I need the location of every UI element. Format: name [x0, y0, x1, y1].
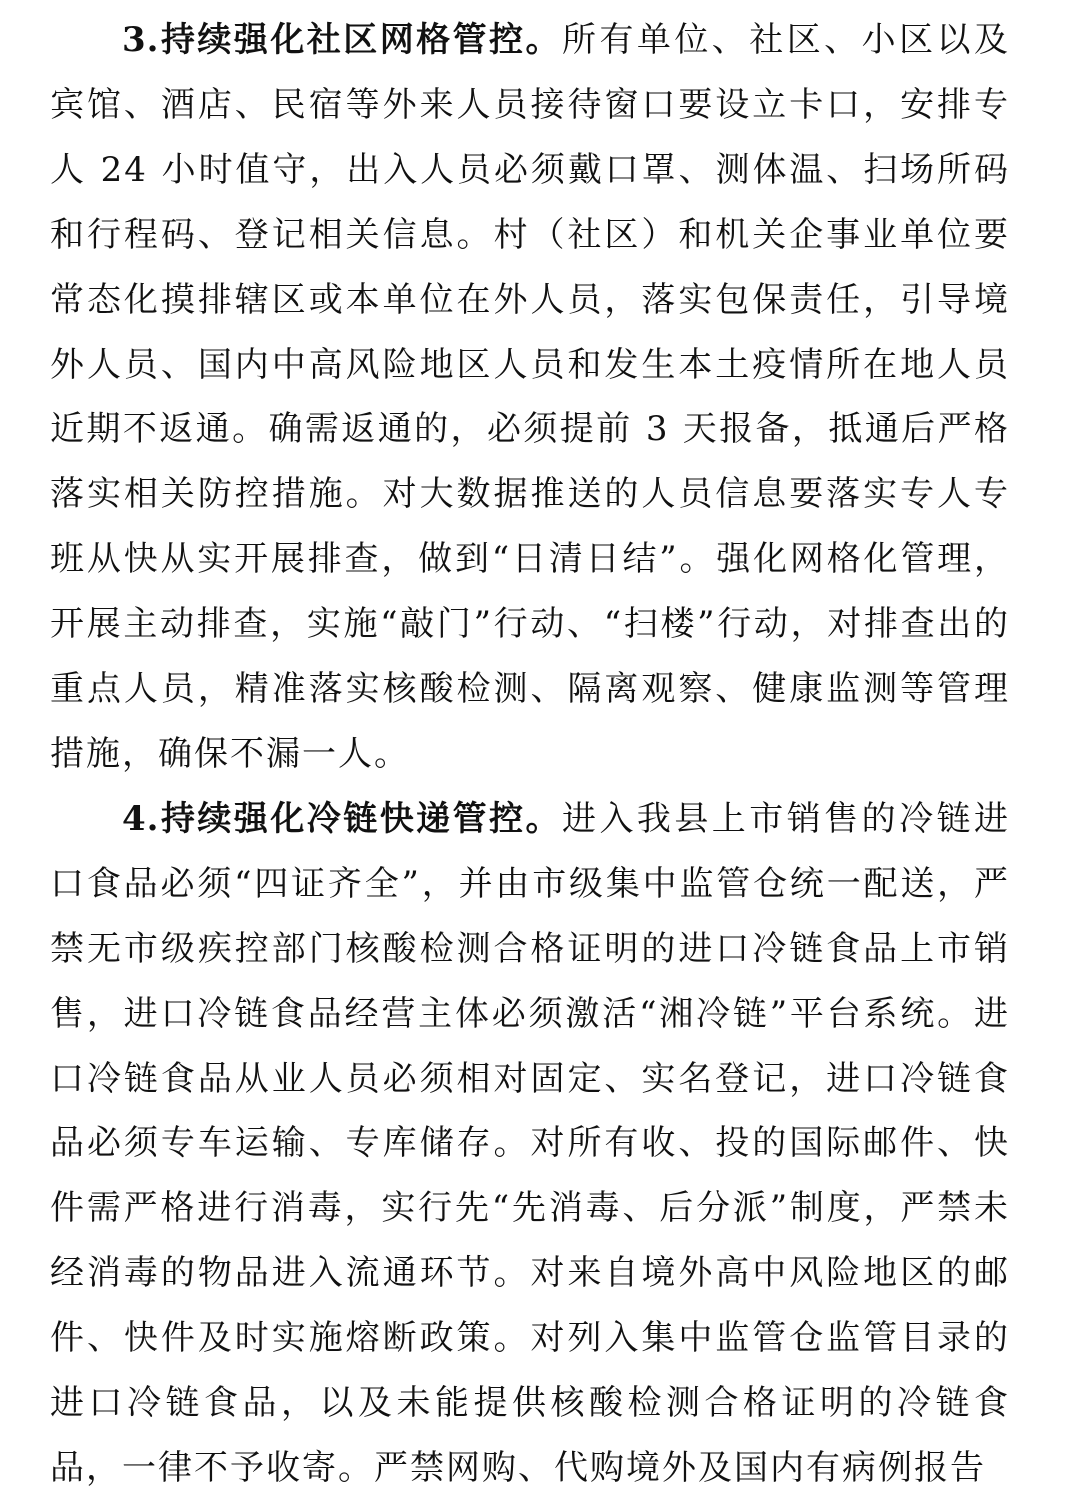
document-page: [50, 8, 1010, 1501]
paragraph-3-heading: 3.持续强化社区网格管控。: [122, 20, 562, 60]
paragraph-4-text: 进入我县上市销售的冷链进口食品必须“四证齐全”，并由市级集中监管仓统一配送，严禁无市级疾控部门核酸检测合格证明的进口冷链食品上市销售，进口冷链食品经营主体必须激活“湘冷链”平台系统。进口冷链食品从业人员必须相对固定、实名登记，进口冷链食品必须专车运输、专库储存。对所有收、投的国际邮件、快件需严格进行消毒，实行先“先消毒、后分派”制度，严禁未经消毒的物品进入流通环节。对来自境外高中风险地区的邮件、快件及时实施熔断政策。对列入集中监管仓监管目录的进口冷链食品，以及未能提供核酸检测合格证明的冷链食品，一律不予收寄。严禁网购、代购境外及国内有病例报告: [50, 798, 1011, 1488]
paragraph-4: [50, 787, 1010, 1501]
paragraph-3: [50, 8, 1010, 787]
paragraph-3-text: 所有单位、社区、小区以及宾馆、酒店、民宿等外来人员接待窗口要设立卡口，安排专人 24 小时值守，出入人员必须戴口罩、测体温、扫场所码和行程码、登记相关信息。村（社区）和机关企事业单位要常态化摸排辖区或本单位在外人员，落实包保责任，引导境外人员、国内中高风险地区人员和发生本土疫情所在地人员近期不返通。确需返通的，必须提前 3 天报备，抵通后严格落实相关防控措施。对大数据推送的人员信息要落实专人专班从快从实开展排查，做到“日清日结”。强化网格化管理，开展主动排查，实施“敲门”行动、“扫楼”行动，对排查出的重点人员，精准落实核酸检测、隔离观察、健康监测等管理措施，确保不漏一人。: [50, 20, 1011, 774]
paragraph-4-heading: 4.持续强化冷链快递管控。: [122, 798, 562, 839]
